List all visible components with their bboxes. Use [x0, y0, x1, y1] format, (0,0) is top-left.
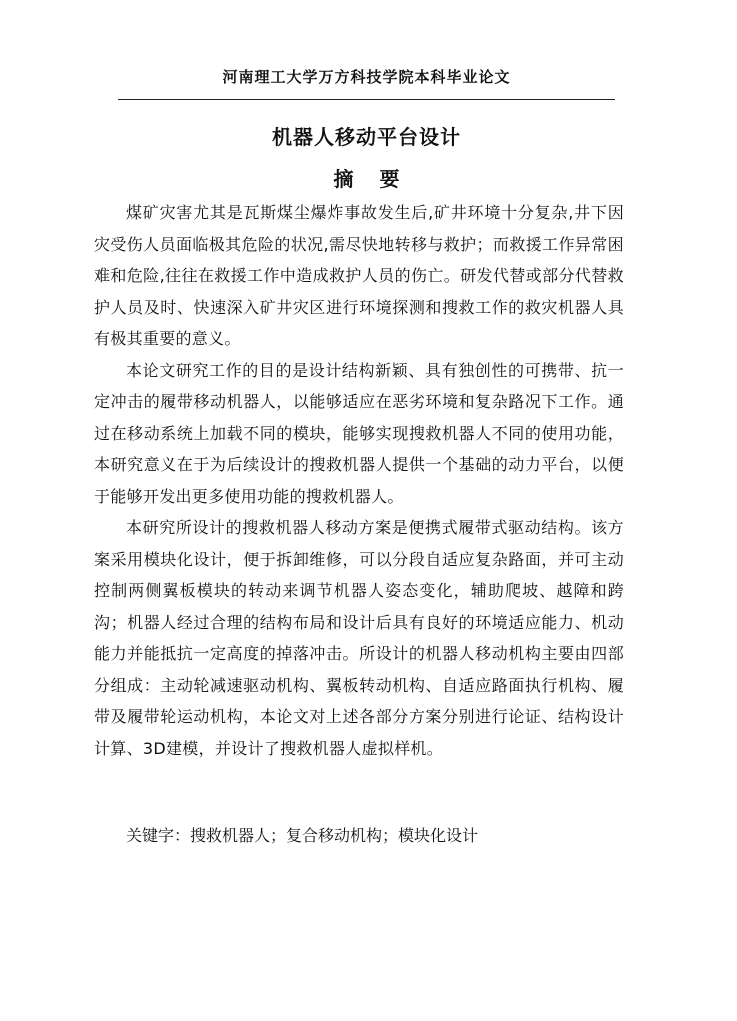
- running-header-title: 河南理工大学万方科技学院本科毕业论文: [222, 68, 511, 86]
- header-divider: [118, 99, 615, 100]
- keywords-line: 关键字：搜救机器人；复合移动机构；模块化设计: [126, 826, 479, 845]
- abstract-heading: 摘要: [333, 167, 426, 191]
- abstract-paragraph-3: 本研究所设计的搜救机器人移动方案是便携式履带式驱动结构。该方案采用模块化设计，便于拆卸维修，可以分段自适应复杂路面，并可主动控制两侧翼板模块的转动来调节机器人姿态变化，辅助爬坡、越障和跨沟；机器人经过合理的结构布局和设计后具有良好的环境适应能力、机动能力并能抵抗一定高度的掉落冲击。所设计的机器人移动机构主要由四部分组成：主动轮减速驱动机构、翼板转动机构、自适应路面执行机构、履带及履带轮运动机构，本论文对上述各部分方案分别进行论证、结构设计计算、3D建模，并设计了搜救机器人虚拟样机。: [94, 518, 624, 758]
- document-title: 机器人移动平台设计: [272, 125, 461, 149]
- abstract-paragraph-2: 本论文研究工作的目的是设计结构新颖、具有独创性的可携带、抗一定冲击的履带移动机器人，以能够适应在恶劣环境和复杂路况下工作。通过在移动系统上加载不同的模块，能够实现搜救机器人不同的使用功能，本研究意义在于为后续设计的搜救机器人提供一个基础的动力平台，以便于能够开发出更多使用功能的搜救机器人。: [94, 360, 624, 506]
- abstract-paragraph-1: 煤矿灾害尤其是瓦斯煤尘爆炸事故发生后,矿井环境十分复杂,井下因灾受伤人员面临极其危险的状况,需尽快地转移与救护；而救援工作异常困难和危险,往往在救援工作中造成救护人员的伤亡。研发代替或部分代替救护人员及时、快速深入矿井灾区进行环境探测和搜救工作的救灾机器人具有极其重要的意义。: [94, 203, 624, 348]
- abstract-body: [94, 197, 624, 764]
